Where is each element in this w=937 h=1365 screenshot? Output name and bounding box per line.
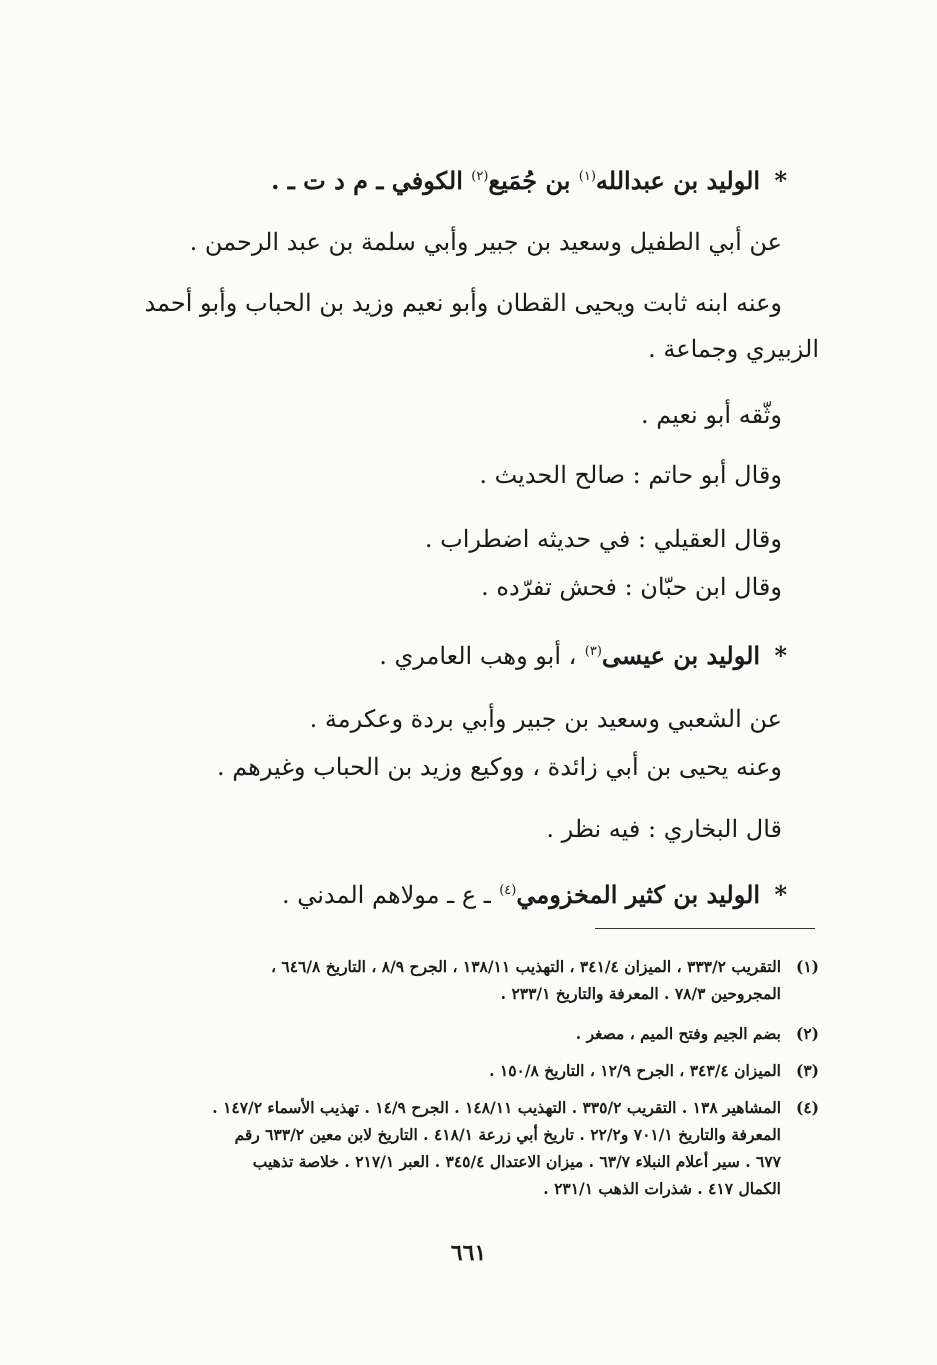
heading-text: ، أبو وهب العامري . — [379, 642, 577, 670]
footnote-number: (٣) — [795, 1061, 819, 1080]
footnote-text: المجروحين ٧٨/٣ . المعرفة والتاريخ ٢٣٣/١ . — [500, 984, 781, 1003]
entry-text-line: وعنه ابنه ثابت ويحيى القطان وأبو نعيم وزيد بن الحباب وأبو أحمد — [144, 289, 782, 317]
footnote-1 — [140, 953, 819, 1007]
heading-text: الوليد بن عبدالله — [595, 166, 761, 195]
footnote-text: ٦٧٧ . سير أعلام النبلاء ٦٣/٧ . ميزان الاعتدال ٣٤٥/٤ . العبر ٢١٧/١ . خلاصة تذهيب — [252, 1152, 781, 1171]
footnote-ref-4: (٤) — [499, 883, 517, 898]
entry-text-line: وقال أبو حاتم : صالح الحديث . — [479, 461, 782, 489]
heading-text: الكوفي ـ م د ت ـ . — [271, 166, 463, 195]
footnote-text: المشاهير ١٣٨ . التقريب ٣٣٥/٢ . التهذيب ١٤٨/١١ . الجرح ١٤/٩ . تهذيب الأسماء ١٤٧/٢ . — [212, 1098, 781, 1117]
footnote-ref-3: (٣) — [584, 644, 602, 659]
entry-heading-1 — [140, 160, 787, 198]
heading-text: الوليد بن عيسى — [601, 641, 761, 670]
entry-text-line: وقال العقيلي : في حديثه اضطراب . — [424, 525, 782, 553]
heading-text: ـ ع ـ مولاهم المدني . — [281, 881, 491, 909]
footnote-number: (٢) — [795, 1024, 819, 1043]
footnote-number: (٤) — [795, 1098, 819, 1117]
entry-text-line: الزبيري وجماعة . — [648, 335, 819, 363]
entry-text-line: وعنه يحيى بن أبي زائدة ، ووكيع وزيد بن الحباب وغيرهم . — [216, 753, 782, 781]
footnote-text: الميزان ٣٤٣/٤ ، الجرح ١٢/٩ ، التاريخ ١٥٠/٨ . — [489, 1061, 781, 1080]
footnote-text: المعرفة والتاريخ ٧٠١/١ و٢٢/٢ . تاريخ أبي زرعة ٤١٨/١ . التاريخ لابن معين ٦٣٣/٢ رقم — [234, 1125, 781, 1144]
footnote-text: بضم الجيم وفتح الميم ، مصغر . — [575, 1024, 781, 1043]
footnote-ref-2: (٢) — [471, 169, 489, 184]
page-number: ٦٦١ — [450, 1240, 487, 1266]
entry-text-line: قال البخاري : فيه نظر . — [546, 815, 782, 843]
entry-heading-3 — [140, 874, 787, 912]
heading-text: بن جُمَيع — [488, 166, 571, 195]
footnote-2 — [140, 1020, 819, 1047]
footnote-text: التقريب ٣٣٣/٢ ، الميزان ٣٤١/٤ ، التهذيب ١٣٨/١١ ، الجرح ٨/٩ ، التاريخ ٦٤٦/٨ ، — [270, 957, 781, 976]
footnote-4 — [140, 1094, 819, 1202]
entry-heading-2 — [140, 635, 787, 673]
entry-star: * — [774, 641, 787, 670]
entry-text-line: عن الشعبي وسعيد بن جبير وأبي بردة وعكرمة . — [309, 705, 782, 733]
entry-text-line: وثّقه أبو نعيم . — [640, 401, 782, 429]
entry-text-line: وقال ابن حبّان : فحش تفرّده . — [481, 573, 782, 601]
entry-text-line: عن أبي الطفيل وسعيد بن جبير وأبي سلمة بن عبد الرحمن . — [189, 228, 782, 256]
entry-star: * — [774, 166, 787, 195]
footnote-ref-1: (١) — [578, 169, 596, 184]
footnote-divider — [595, 928, 815, 929]
entry-star: * — [774, 880, 787, 909]
footnote-number: (١) — [795, 957, 819, 976]
footnote-3 — [140, 1057, 819, 1084]
footnote-text: الكمال ٤١٧ . شذرات الذهب ٢٣١/١ . — [543, 1179, 781, 1198]
heading-text: الوليد بن كثير المخزومي — [516, 880, 761, 909]
